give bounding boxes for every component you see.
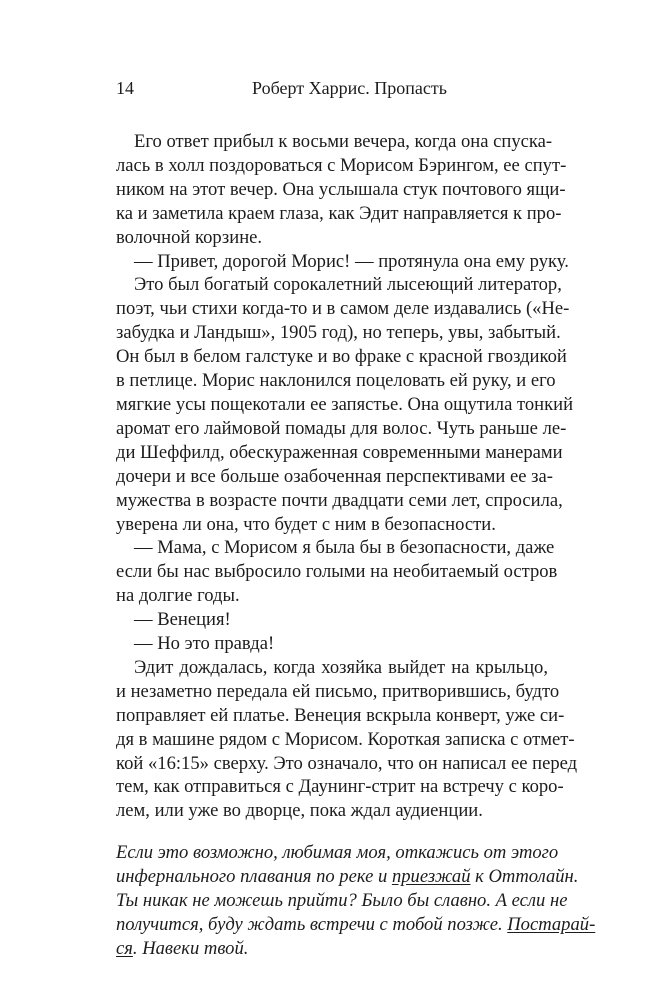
text-line: аромат его лаймовой помады для волос. Чуть раньше ле- [116, 417, 567, 439]
text-line: тем, как отправиться с Даунинг-стрит на встречу с коро- [116, 776, 564, 798]
body-text [116, 130, 596, 961]
text-line: Он был в белом галстуке и во фраке с красной гвоздикой [116, 346, 567, 368]
text-line: — Привет, дорогой Морис! — протянула она ему руку. [134, 250, 569, 272]
letter-quote [116, 841, 596, 961]
text-line: лем, или уже во дворце, пока ждал аудиенции. [116, 800, 483, 822]
text-line: дочери и все больше озабоченная перспективами ее за- [116, 465, 553, 487]
letter-text: инфернального плавания по реке и [116, 866, 392, 888]
text-line: в петлице. Морис наклонился поцеловать ей руку, и его [116, 370, 556, 392]
text-line: забудка и Ландыш», 1905 год), но теперь, увы, забытый. [116, 322, 561, 344]
underlined-word: ся [116, 937, 133, 959]
text-line: на долгие годы. [116, 585, 240, 607]
text-line: ка и заметила краем глаза, как Эдит направляется к про- [116, 202, 562, 224]
letter-text: получится, буду ждать встречи с тобой позже. [116, 914, 508, 935]
text-line: уверена ли она, что будет с ним в безопасности. [116, 513, 496, 535]
letter-line: Если это возможно, любимая моя, откажись от этого [116, 842, 559, 864]
text-line: — Мама, с Морисом я была бы в безопасности, даже [134, 537, 555, 559]
page-number: 14 [116, 78, 134, 98]
letter-line [116, 913, 596, 937]
text-line: если бы нас выбросило голыми на необитаемый остров [116, 561, 558, 583]
text-line: и незаметно передала ей письмо, притворившись, будто [116, 680, 560, 702]
letter-text: . Навеки твой. [132, 937, 249, 959]
text-line: волочной корзине. [116, 226, 263, 248]
text-line: ником на этот вечер. Она услышала стук почтового ящи- [116, 178, 566, 200]
letter-text: к Оттолайн. [470, 866, 579, 888]
text-line: поэт, чьи стихи когда-то и в самом деле издавались («Не- [116, 298, 570, 320]
running-head: Роберт Харрис. Пропасть [252, 78, 447, 98]
underlined-word: приезжай [391, 866, 471, 888]
letter-line [116, 937, 548, 961]
text-line: ди Шеффилд, обескураженная современными манерами [116, 441, 563, 463]
text-line: лась в холл поздороваться с Морисом Бэрингом, ее спут- [116, 154, 567, 176]
text-line: мужества в возрасте почти двадцати семи лет, спросила, [116, 489, 563, 511]
text-line: дя в машине рядом с Морисом. Короткая записка с отмет- [116, 728, 575, 750]
letter-line: Ты никак не можешь прийти? Было бы славно. А если не [116, 890, 568, 912]
text-line: Эдит дождалась, когда хозяйка выйдет на крыльцо, [134, 656, 548, 678]
text-line: Это был богатый сорокалетний лысеющий литератор, [134, 274, 562, 296]
text-line: поправляет ей платье. Венеция вскрыла конверт, уже си- [116, 704, 565, 726]
text-line: мягкие усы пощекотали ее запястье. Она ощутила тонкий [116, 393, 574, 415]
text-line: кой «16:15» сверху. Это означало, что он написал ее перед [116, 752, 578, 774]
underlined-word: Постарай- [507, 914, 596, 935]
text-line: — Но это правда! [134, 633, 275, 655]
text-line: Его ответ прибыл к восьми вечера, когда она спуска- [134, 131, 553, 152]
letter-line [116, 865, 579, 889]
text-line: — Венеция! [134, 609, 231, 631]
